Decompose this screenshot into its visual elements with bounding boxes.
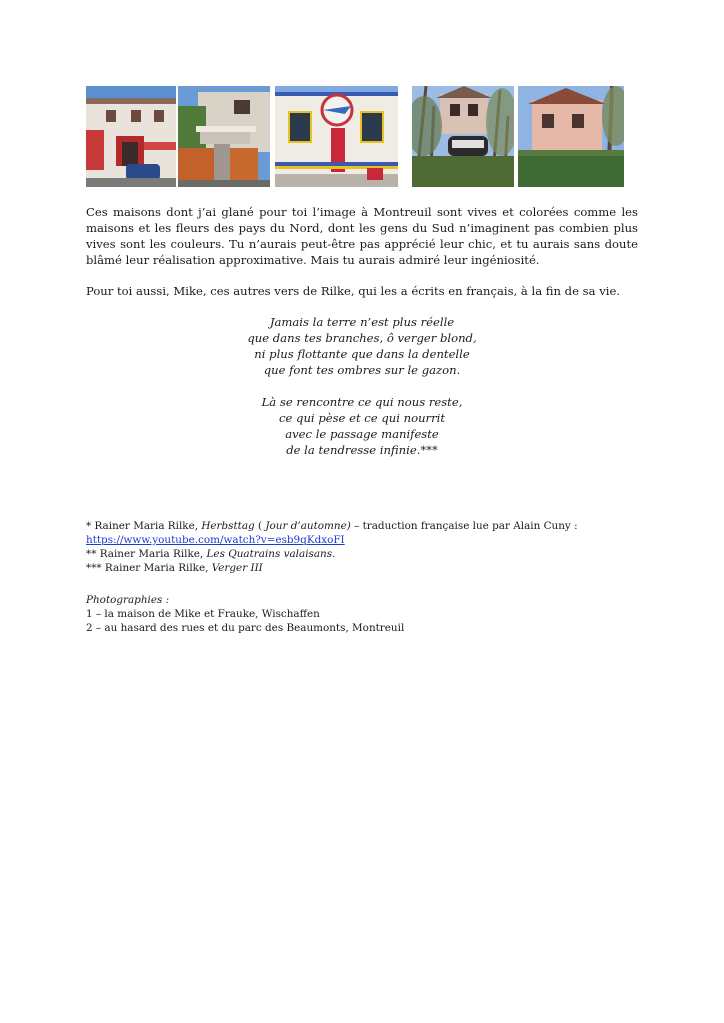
poem-line: ni plus flottante que dans la dentelle [254,347,470,361]
poem-line: avec le passage manifeste [285,427,439,441]
footnote-title: Verger III [211,562,263,574]
photo-credits [86,593,646,635]
footnote-text: *** Rainer Maria Rilke, [86,562,212,574]
poem-line: que font tes ombres sur le gazon. [263,363,461,377]
footnote-3 [86,561,646,575]
blue-red-house-photo [275,86,398,187]
footnote-text: ( [254,520,266,532]
poem-stanza-2 [150,394,574,458]
footnote-2 [86,547,646,561]
footnote-title: Herbsttag [201,520,255,532]
pink-house-hedge-photo [518,86,624,187]
footnote-text: – traduction française lue par Alain Cuny : [350,520,578,532]
paragraph-rilke-intro: Pour toi aussi, Mike, ces autres vers de Rilke, qui les a écrits en français, à la fin de sa vie. [86,284,621,298]
poem-line: de la tendresse infinie.*** [286,443,438,457]
poem-stanza-1 [150,314,574,378]
footnote-1 [86,519,646,533]
paragraph-montreuil-houses: Ces maisons dont j’ai glané pour toi l’image à Montreuil sont vives et colorées comme les maisons et les fleurs des pays du Nord, dont les gens du Sud n’imaginent pas combien plus vives sont les couleurs. Tu n’aurais peut-être pas apprécié leur chic, et tu aurais sans doute blâmé leur réalisation approximative. Mais tu aurais admiré leur ingéniosité. [86,205,638,267]
poem-line: Là se rencontre ce qui nous reste, [261,395,463,409]
footnote-text: ** Rainer Maria Rilke, [86,548,207,560]
house-balcony-gate-photo [178,86,270,187]
red-white-house-photo [86,86,176,187]
photo-credit-1: 1 – la maison de Mike et Frauke, Wischaffen [86,608,320,620]
poem-line: ce qui pèse et ce qui nourrit [279,411,445,425]
poem-line: que dans tes branches, ô verger blond, [247,331,477,345]
footnote-text: * Rainer Maria Rilke, [86,520,202,532]
photo-credits-heading: Photographies : [86,594,170,606]
photo-credit-2: 2 – au hasard des rues et du parc des Beaumonts, Montreuil [86,622,405,634]
youtube-link[interactable]: https://www.youtube.com/watch?v=esb9qKdxoFI [86,534,345,546]
poem-line: Jamais la terre n’est plus réelle [269,315,455,329]
footnotes [86,519,646,575]
footnote-subtitle: Jour d’automne) [265,520,351,532]
footnote-title: Les Quatrains valaisans. [206,548,336,560]
house-behind-trees-photo [412,86,514,187]
